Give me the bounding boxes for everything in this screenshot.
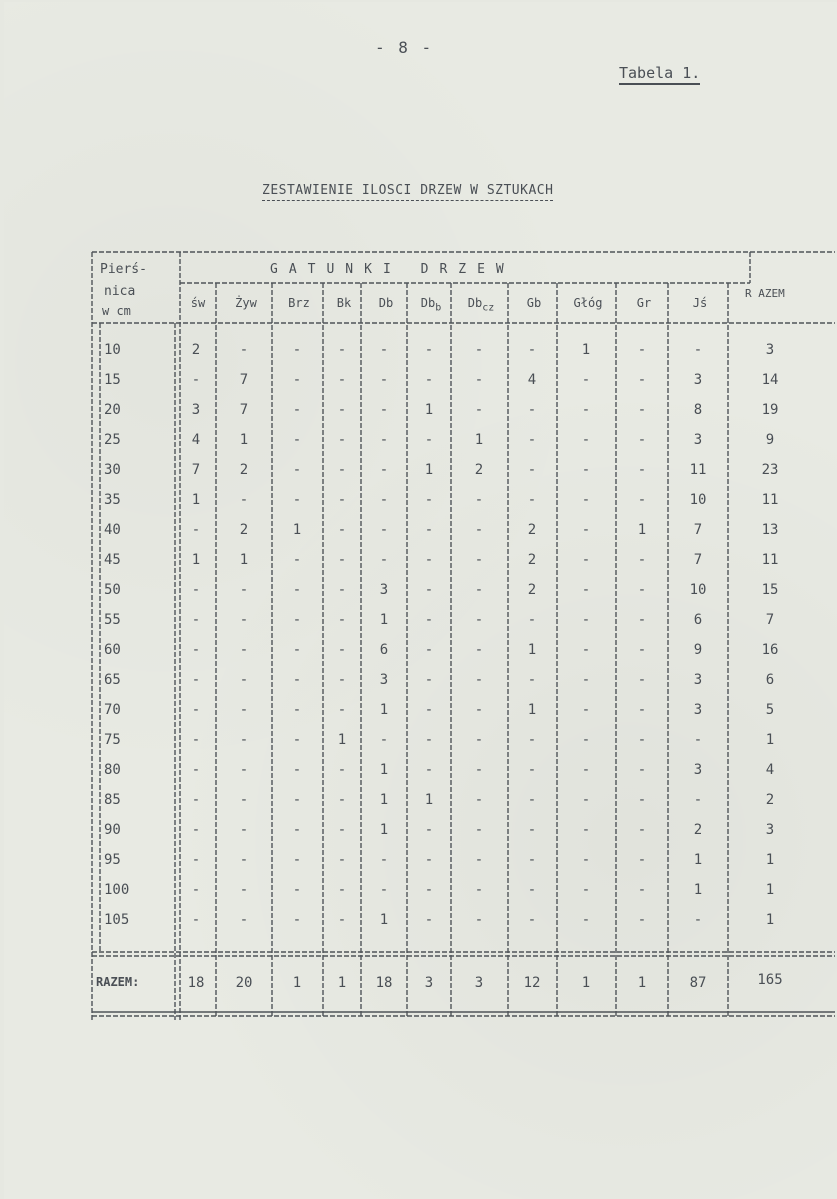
table-cell: -: [581, 792, 591, 808]
header-diameter-line1: Pierś-: [100, 262, 147, 277]
table-cell: -: [527, 462, 537, 478]
total-cell: 20: [235, 975, 253, 991]
table-cell: -: [424, 552, 434, 568]
species-header-cell: Db: [378, 296, 394, 310]
table-cell: 1: [424, 792, 434, 808]
table-cell: -: [191, 822, 201, 838]
table-cell: -: [337, 672, 347, 688]
table-cell: -: [637, 582, 647, 598]
table-cell: -: [191, 612, 201, 628]
species-header-cell: Głóg: [573, 296, 603, 310]
table-cell: -: [337, 912, 347, 928]
table-cell: -: [581, 672, 591, 688]
table-cell: -: [292, 912, 302, 928]
table-cell: -: [637, 882, 647, 898]
table-cell: -: [292, 402, 302, 418]
row-diameter: 10: [104, 342, 121, 358]
table-cell: 11: [689, 462, 707, 478]
row-total: 1: [765, 852, 775, 868]
table-cell: -: [292, 732, 302, 748]
table-cell: -: [581, 882, 591, 898]
table-cell: -: [637, 372, 647, 388]
table-cell: -: [239, 822, 249, 838]
table-cell: -: [474, 822, 484, 838]
row-total: 19: [761, 402, 779, 418]
table-cell: -: [292, 582, 302, 598]
table-cell: -: [337, 702, 347, 718]
row-diameter: 15: [104, 372, 121, 388]
table-cell: 4: [191, 432, 201, 448]
table-cell: -: [527, 612, 537, 628]
table-cell: 1: [474, 432, 484, 448]
total-cell: 18: [375, 975, 393, 991]
table-cell: 1: [239, 432, 249, 448]
table-cell: 1: [239, 552, 249, 568]
table-cell: 7: [693, 552, 703, 568]
table-cell: -: [239, 792, 249, 808]
table-cell: -: [581, 852, 591, 868]
table-cell: 1: [527, 642, 537, 658]
table-cell: -: [292, 882, 302, 898]
row-total: 13: [761, 522, 779, 538]
table-cell: -: [474, 882, 484, 898]
table-cell: 1: [292, 522, 302, 538]
table-cell: -: [474, 732, 484, 748]
table-cell: 1: [379, 912, 389, 928]
table-cell: -: [292, 552, 302, 568]
table-cell: -: [337, 582, 347, 598]
total-cell: 1: [637, 975, 647, 991]
table-cell: -: [239, 582, 249, 598]
row-diameter: 30: [104, 462, 121, 478]
row-diameter: 60: [104, 642, 121, 658]
table-cell: -: [581, 462, 591, 478]
table-cell: -: [474, 342, 484, 358]
table-cell: -: [581, 492, 591, 508]
table-cell: -: [191, 852, 201, 868]
header-diameter-line2: nica: [104, 284, 136, 299]
table-title: ZESTAWIENIE ILOSCI DRZEW W SZTUKACH: [262, 183, 553, 201]
table-cell: -: [581, 522, 591, 538]
table-cell: 9: [693, 642, 703, 658]
table-cell: -: [637, 792, 647, 808]
table-cell: -: [191, 792, 201, 808]
table-cell: -: [581, 912, 591, 928]
table-cell: -: [527, 822, 537, 838]
table-cell: -: [191, 732, 201, 748]
table-cell: -: [637, 852, 647, 868]
table-label: Tabela 1.: [619, 64, 700, 85]
table-cell: -: [379, 732, 389, 748]
table-cell: -: [474, 492, 484, 508]
table-cell: -: [191, 912, 201, 928]
table-cell: -: [527, 792, 537, 808]
row-diameter: 90: [104, 822, 121, 838]
table-cell: -: [424, 852, 434, 868]
header-total: R AZEM: [745, 287, 785, 300]
table-cell: -: [191, 672, 201, 688]
table-cell: -: [474, 672, 484, 688]
table-cell: -: [581, 702, 591, 718]
table-cell: 1: [527, 702, 537, 718]
table-cell: -: [637, 672, 647, 688]
table-cell: -: [474, 702, 484, 718]
header-diameter-line3: w cm: [102, 304, 131, 318]
table-cell: -: [474, 372, 484, 388]
row-diameter: 70: [104, 702, 121, 718]
table-cell: -: [379, 492, 389, 508]
table-cell: -: [337, 642, 347, 658]
table-cell: 7: [191, 462, 201, 478]
table-cell: 6: [379, 642, 389, 658]
table-cell: 2: [191, 342, 201, 358]
table-cell: -: [693, 732, 703, 748]
table-cell: -: [292, 372, 302, 388]
total-cell: 1: [337, 975, 347, 991]
row-diameter: 50: [104, 582, 121, 598]
table-cell: 1: [379, 702, 389, 718]
row-diameter: 95: [104, 852, 121, 868]
table-cell: -: [424, 432, 434, 448]
table-cell: 1: [424, 462, 434, 478]
table-cell: -: [474, 792, 484, 808]
table-cell: -: [337, 612, 347, 628]
table-cell: -: [191, 372, 201, 388]
table-cell: -: [191, 702, 201, 718]
table-cell: -: [581, 642, 591, 658]
table-cell: -: [637, 552, 647, 568]
table-cell: -: [637, 642, 647, 658]
table-cell: -: [424, 342, 434, 358]
table-cell: -: [292, 822, 302, 838]
table-cell: 3: [693, 702, 703, 718]
row-total: 1: [765, 732, 775, 748]
row-total: 3: [765, 822, 775, 838]
row-total: 9: [765, 432, 775, 448]
table-cell: -: [581, 582, 591, 598]
table-cell: -: [637, 342, 647, 358]
table-cell: -: [637, 702, 647, 718]
table-cell: -: [424, 372, 434, 388]
table-cell: -: [474, 552, 484, 568]
table-cell: -: [379, 852, 389, 868]
table-cell: -: [581, 402, 591, 418]
total-cell: 3: [474, 975, 484, 991]
row-total: 1: [765, 882, 775, 898]
table-cell: -: [292, 672, 302, 688]
table-cell: -: [581, 762, 591, 778]
table-cell: -: [239, 852, 249, 868]
table-cell: -: [424, 882, 434, 898]
table-cell: -: [292, 432, 302, 448]
table-cell: -: [239, 342, 249, 358]
table-cell: -: [337, 852, 347, 868]
total-cell: 87: [689, 975, 707, 991]
table-cell: -: [379, 462, 389, 478]
table-cell: -: [637, 822, 647, 838]
totals-label: RAZEM:: [96, 975, 140, 989]
table-cell: 7: [239, 402, 249, 418]
table-cell: -: [637, 462, 647, 478]
table-cell: -: [424, 492, 434, 508]
table-cell: 1: [337, 732, 347, 748]
table-cell: -: [292, 492, 302, 508]
table-cell: -: [292, 702, 302, 718]
table-cell: -: [337, 402, 347, 418]
table-cell: -: [637, 912, 647, 928]
table-cell: -: [527, 912, 537, 928]
table-cell: -: [379, 522, 389, 538]
table-cell: -: [239, 732, 249, 748]
total-cell: 12: [523, 975, 541, 991]
table-cell: 1: [379, 792, 389, 808]
grand-total: 165: [757, 972, 783, 988]
row-diameter: 100: [104, 882, 130, 898]
species-header-cell: $Db_{cz}$: [467, 296, 495, 314]
table-cell: 10: [689, 582, 707, 598]
table-cell: 10: [689, 492, 707, 508]
total-cell: 1: [581, 975, 591, 991]
table-cell: 2: [527, 552, 537, 568]
table-cell: -: [474, 642, 484, 658]
table-cell: -: [693, 342, 703, 358]
table-cell: -: [337, 822, 347, 838]
table-cell: 1: [191, 552, 201, 568]
row-diameter: 55: [104, 612, 121, 628]
row-diameter: 80: [104, 762, 121, 778]
table-cell: -: [424, 522, 434, 538]
row-diameter: 85: [104, 792, 121, 808]
table-cell: -: [474, 612, 484, 628]
table-cell: -: [424, 582, 434, 598]
table-cell: 1: [379, 612, 389, 628]
total-cell: 1: [292, 975, 302, 991]
table-cell: -: [527, 882, 537, 898]
species-header-cell: Żyw: [235, 296, 257, 310]
table-cell: -: [239, 612, 249, 628]
row-total: 2: [765, 792, 775, 808]
table-cell: 3: [379, 672, 389, 688]
table-cell: -: [191, 762, 201, 778]
table-cell: 8: [693, 402, 703, 418]
table-cell: 3: [379, 582, 389, 598]
table-cell: -: [527, 342, 537, 358]
table-cell: -: [292, 342, 302, 358]
table-cell: -: [239, 912, 249, 928]
table-cell: 1: [693, 882, 703, 898]
table-cell: -: [527, 672, 537, 688]
table-cell: -: [637, 402, 647, 418]
table-cell: -: [292, 612, 302, 628]
table-cell: 2: [239, 462, 249, 478]
table-cell: 2: [693, 822, 703, 838]
row-total: 11: [761, 552, 779, 568]
table-cell: -: [637, 432, 647, 448]
table-cell: -: [527, 432, 537, 448]
table-cell: -: [191, 522, 201, 538]
table-cell: -: [337, 762, 347, 778]
row-total: 7: [765, 612, 775, 628]
table-cell: 1: [693, 852, 703, 868]
table-cell: -: [637, 492, 647, 508]
row-total: 11: [761, 492, 779, 508]
table-cell: -: [292, 762, 302, 778]
table-cell: -: [424, 702, 434, 718]
table-cell: 6: [693, 612, 703, 628]
row-total: 15: [761, 582, 779, 598]
table-cell: -: [637, 762, 647, 778]
table-cell: -: [337, 492, 347, 508]
row-total: 1: [765, 912, 775, 928]
species-header-cell: $Db_b$: [420, 296, 442, 314]
row-total: 3: [765, 342, 775, 358]
row-total: 6: [765, 672, 775, 688]
table-cell: -: [474, 762, 484, 778]
table-cell: -: [474, 852, 484, 868]
table-cell: 2: [527, 582, 537, 598]
table-cell: -: [424, 762, 434, 778]
table-cell: -: [191, 582, 201, 598]
species-header-cell: Jś: [692, 296, 708, 310]
total-cell: 3: [424, 975, 434, 991]
table-cell: 2: [239, 522, 249, 538]
table-cell: 2: [527, 522, 537, 538]
table-cell: 7: [693, 522, 703, 538]
row-diameter: 75: [104, 732, 121, 748]
table-cell: -: [292, 642, 302, 658]
table-cell: -: [527, 732, 537, 748]
table-cell: -: [424, 732, 434, 748]
row-total: 4: [765, 762, 775, 778]
table-cell: 3: [191, 402, 201, 418]
table-cell: -: [474, 522, 484, 538]
species-header-cell: Brz: [288, 296, 310, 310]
table-cell: -: [292, 792, 302, 808]
species-header-cell: Gb: [526, 296, 542, 310]
table-cell: -: [424, 612, 434, 628]
table-cell: -: [337, 792, 347, 808]
table-cell: -: [527, 762, 537, 778]
row-diameter: 65: [104, 672, 121, 688]
species-header-cell: Bk: [336, 296, 352, 310]
table-cell: -: [239, 492, 249, 508]
table-cell: 1: [379, 762, 389, 778]
table-cell: -: [424, 912, 434, 928]
total-cell: 18: [187, 975, 205, 991]
row-total: 23: [761, 462, 779, 478]
table-cell: -: [527, 492, 537, 508]
table-cell: -: [693, 792, 703, 808]
table-cell: -: [581, 372, 591, 388]
row-diameter: 40: [104, 522, 121, 538]
table-cell: -: [337, 882, 347, 898]
table-cell: -: [191, 642, 201, 658]
table-cell: -: [637, 732, 647, 748]
table-cell: -: [527, 852, 537, 868]
table-cell: 1: [581, 342, 591, 358]
row-diameter: 35: [104, 492, 121, 508]
table-cell: -: [239, 882, 249, 898]
table-cell: 3: [693, 372, 703, 388]
row-diameter: 45: [104, 552, 121, 568]
table-cell: 3: [693, 672, 703, 688]
table-cell: -: [337, 372, 347, 388]
table-cell: -: [379, 432, 389, 448]
table-cell: -: [239, 762, 249, 778]
table-cell: -: [424, 822, 434, 838]
species-header-cell: św: [190, 296, 206, 310]
table-cell: -: [581, 432, 591, 448]
table-cell: -: [527, 402, 537, 418]
table-cell: -: [379, 882, 389, 898]
table-cell: -: [239, 672, 249, 688]
table-cell: -: [474, 912, 484, 928]
table-cell: -: [239, 642, 249, 658]
table-cell: -: [379, 402, 389, 418]
row-total: 14: [761, 372, 779, 388]
table-cell: -: [337, 522, 347, 538]
row-diameter: 105: [104, 912, 130, 928]
page-number: - 8 -: [375, 38, 434, 57]
table-cell: -: [337, 342, 347, 358]
row-total: 16: [761, 642, 779, 658]
table-cell: -: [581, 822, 591, 838]
table-cell: -: [191, 882, 201, 898]
table-cell: 3: [693, 762, 703, 778]
table-cell: -: [379, 552, 389, 568]
table-cell: 2: [474, 462, 484, 478]
table-cell: -: [379, 372, 389, 388]
row-diameter: 20: [104, 402, 121, 418]
species-header-cell: Gr: [636, 296, 652, 310]
table-cell: 4: [527, 372, 537, 388]
table-cell: -: [424, 672, 434, 688]
table-cell: -: [474, 402, 484, 418]
table-cell: 7: [239, 372, 249, 388]
table-cell: -: [693, 912, 703, 928]
table-cell: -: [474, 582, 484, 598]
row-diameter: 25: [104, 432, 121, 448]
table-cell: -: [337, 462, 347, 478]
table-cell: 1: [424, 402, 434, 418]
table-cell: -: [379, 342, 389, 358]
table-cell: -: [581, 552, 591, 568]
row-total: 5: [765, 702, 775, 718]
table-cell: 1: [379, 822, 389, 838]
table-cell: 3: [693, 432, 703, 448]
table-cell: 1: [637, 522, 647, 538]
table-cell: -: [292, 462, 302, 478]
table-cell: -: [581, 732, 591, 748]
header-species-group: GATUNKI DRZEW: [270, 262, 515, 277]
table-cell: -: [239, 702, 249, 718]
table-cell: -: [337, 432, 347, 448]
table-cell: -: [292, 852, 302, 868]
table-cell: -: [637, 612, 647, 628]
table-cell: 1: [191, 492, 201, 508]
table-cell: -: [581, 612, 591, 628]
table-cell: -: [424, 642, 434, 658]
table-cell: -: [337, 552, 347, 568]
